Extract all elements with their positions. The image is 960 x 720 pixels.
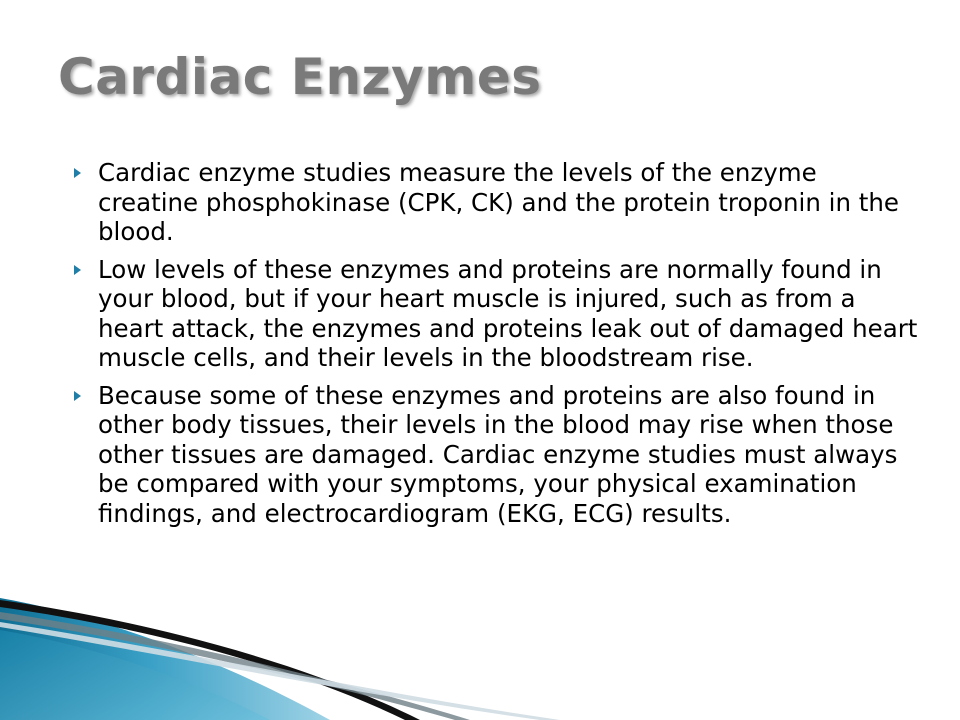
- bullet-item: [74, 255, 924, 373]
- bullet-list: [74, 158, 924, 536]
- bullet-item: [74, 381, 924, 529]
- triangle-bullet-icon: [74, 391, 81, 401]
- triangle-bullet-icon: [74, 265, 81, 275]
- bullet-text: Low levels of these enzymes and proteins are normally found in your blood, but if your heart muscle is injured, such as from a heart attack, the enzymes and proteins leak out of damaged heart muscle cells, and their levels in the bloodstream rise.: [98, 254, 918, 372]
- bullet-item: [74, 158, 924, 247]
- wave-highlight: [0, 630, 270, 720]
- wave-stripe-grey: [0, 612, 470, 720]
- wave-stripe-light: [0, 622, 560, 720]
- triangle-bullet-icon: [74, 168, 81, 178]
- wave-stripe-dark: [0, 600, 420, 720]
- slide-title: Cardiac Enzymes: [58, 48, 542, 106]
- bullet-text: Because some of these enzymes and proteins are also found in other body tissues, their levels in the blood may rise when those other tissues are damaged. Cardiac enzyme studies must always be compared with your symptoms, your physical examination findings, and electrocardiogram (EKG, ECG) results.: [98, 380, 898, 528]
- wave-shape: [0, 598, 330, 720]
- bullet-text: Cardiac enzyme studies measure the levels of the enzyme creatine phosphokinase (CPK, CK) and the protein troponin in the blood.: [98, 158, 899, 246]
